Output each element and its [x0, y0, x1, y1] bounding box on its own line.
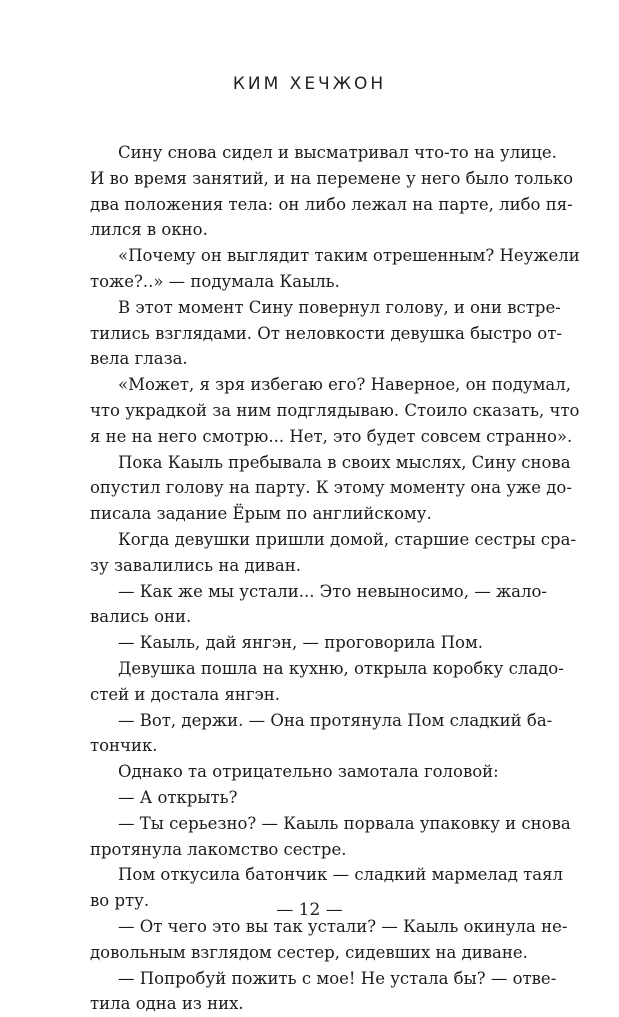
paragraph	[90, 295, 541, 372]
text-line: — От чего это вы так устали? — Каыль окинула не-	[90, 914, 541, 940]
text-line: И во время занятий, и на перемене у него было только	[90, 166, 541, 192]
page-number: — 12 —	[0, 900, 619, 920]
text-line: В этот момент Сину повернул голову, и они встре-	[90, 295, 541, 321]
paragraph	[90, 372, 541, 449]
text-line: Когда девушки пришли домой, старшие сестры сра-	[90, 527, 541, 553]
paragraph	[90, 140, 541, 243]
text-line: писала задание Ёрым по английскому.	[90, 501, 541, 527]
text-line: довольным взглядом сестер, сидевших на диване.	[90, 940, 541, 966]
text-line: — А открыть?	[90, 785, 541, 811]
text-line: — Вот, держи. — Она протянула Пом сладкий ба-	[90, 708, 541, 734]
text-line: что украдкой за ним подглядываю. Стоило сказать, что	[90, 398, 541, 424]
text-line: — Ты серьезно? — Каыль порвала упаковку и снова	[90, 811, 541, 837]
text-line: «Почему он выглядит таким отрешенным? Неужели	[90, 243, 541, 269]
text-line: стей и достала янгэн.	[90, 682, 541, 708]
text-line: вались они.	[90, 604, 541, 630]
paragraph	[90, 579, 541, 631]
text-line: тились взглядами. От неловкости девушка быстро от-	[90, 321, 541, 347]
text-line: Девушка пошла на кухню, открыла коробку сладо-	[90, 656, 541, 682]
text-line: «Может, я зря избегаю его? Наверное, он подумал,	[90, 372, 541, 398]
text-line: — Каыль, дай янгэн, — проговорила Пом.	[90, 630, 541, 656]
text-line: два положения тела: он либо лежал на парте, либо пя-	[90, 192, 541, 218]
paragraph	[90, 243, 541, 295]
paragraph	[90, 656, 541, 708]
paragraph	[90, 966, 541, 1017]
text-line: Пока Каыль пребывала в своих мыслях, Сину снова	[90, 450, 541, 476]
text-line: Однако та отрицательно замотала головой:	[90, 759, 541, 785]
paragraph	[90, 811, 541, 863]
paragraph	[90, 914, 541, 966]
text-line: зу завалились на диван.	[90, 553, 541, 579]
text-line: тончик.	[90, 733, 541, 759]
paragraph	[90, 759, 541, 785]
text-line: я не на него смотрю... Нет, это будет совсем странно».	[90, 424, 541, 450]
body-text	[90, 140, 541, 1017]
paragraph	[90, 785, 541, 811]
text-line: Пом откусила батончик — сладкий мармелад таял	[90, 862, 541, 888]
text-line: — Как же мы устали... Это невыносимо, — жало-	[90, 579, 541, 605]
text-line: лился в окно.	[90, 217, 541, 243]
paragraph	[90, 527, 541, 579]
running-title: КИМ ХЕЧЖОН	[0, 74, 619, 94]
paragraph	[90, 708, 541, 760]
paragraph	[90, 450, 541, 527]
text-line: тоже?..» — подумала Каыль.	[90, 269, 541, 295]
text-line: вела глаза.	[90, 346, 541, 372]
text-line: — Попробуй пожить с мое! Не устала бы? — отве-	[90, 966, 541, 992]
text-line: во рту.	[90, 888, 541, 914]
text-line: опустил голову на парту. К этому моменту она уже до-	[90, 475, 541, 501]
text-line: Сину снова сидел и высматривал что-то на улице.	[90, 140, 541, 166]
text-line: протянула лакомство сестре.	[90, 837, 541, 863]
text-line: тила одна из них.	[90, 991, 541, 1017]
paragraph	[90, 630, 541, 656]
